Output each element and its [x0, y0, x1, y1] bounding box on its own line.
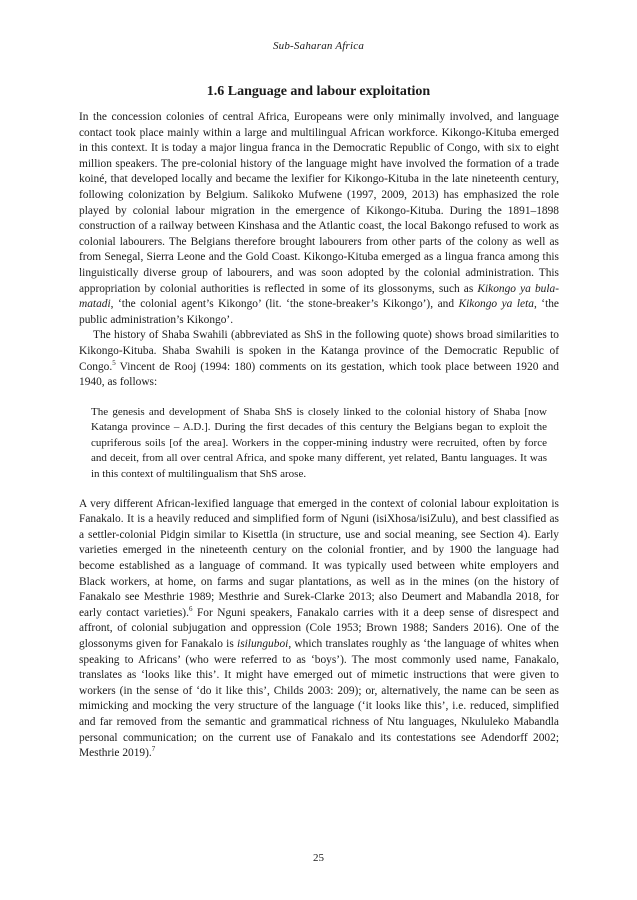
glossonym-italic: isilunguboi — [237, 638, 289, 650]
paragraph-shaba-swahili: The history of Shaba Swahili (abbreviated as ShS in the following quote) shows broad similarities to Kikongo-Kituba. Shaba Swahili is spoken in the Katanga province of the Democratic Republic of Congo.$^5$ Vincent de Rooj (1994: 180) comments on its gestation, which took place between 1920 and 1940, as follows: — [79, 329, 559, 389]
footnote-marker[interactable]: 6 — [188, 605, 193, 614]
running-head: Sub-Saharan Africa — [272, 40, 365, 52]
body-text — [79, 110, 559, 762]
paragraph-fanakalo: A very different African-lexified language that emerged in the context of colonial labour exploitation is Fanakalo. It is a heavily reduced and simplified form of Nguni (isiXhosa/isiZulu), and best classified as a settler-colonial Pidgin similar to Kisettla (in structure, use and social meaning, see Section 4). Early varieties emerged in the nineteenth century on the colonial frontier, and by 1900 the language had become established as a language of command. It was typically used between white employers and Black workers, at home, on farms and sugar plantations, as well as in the mines (on the history of Fanakalo see Mesthrie 1989; Mesthrie and Surek-Clarke 2013; also Deumert and Mabandla 2018, for early contact varieties).$^6$ For Nguni speakers, Fanakalo carries with it a deep sense of disrespect and affront, of colonial subjugation and oppression (Cole 1953; Brown 1988; Sanders 2016). One of the glossonyms given for Fanakalo is isilunguboi, which translates roughly as ‘the language of whites when speaking to Africans’ (who were referred to as ‘boys’). The most commonly used name, Fanakalo, translates as ‘looks like this’. It might have emerged out of mimetic instructions that were given to workers (in the sense of ‘do it like this’, Childs 2003: 209); or, alternatively, the name can be seen as mimicking and mocking the very structure of the language (‘it looks like this’, i.e. reduced, simplified and far removed from the semantic and grammatical richness of Ntu languages, Nkululeko Mabandla personal communication; on the current use of Fanakalo and its contestations see Adendorff 2002; Mesthrie 2019).$^7$ — [79, 497, 560, 760]
glossonym-italic: Kikongo ya leta — [458, 298, 534, 311]
paragraph-kikongo-kituba: In the concession colonies of central Africa, Europeans were only minimally involved, and language contact took place mainly within a large and multilingual African workforce. Kikongo-Kituba emerged in this context. It is today a major lingua franca in the Democratic Republic of Congo, with six to eight million speakers. The pre-colonial history of the language might have involved the formation of a trade koiné, that developed locally and became the lexifier for Kikongo-Kituba in the late nineteenth century, following colonization by Belgium. Salikoko Mufwene (1997, 2009, 2013) has emphasized the role played by colonial labour migration in the emergence of Kikongo-Kituba. During the 1891–1898 construction of a railway between Kinshasa and the Atlantic coast, the local Bakongo refused to work as colonial labourers. The Belgians therefore brought labourers from other parts of the colony as well as from Senegal, Sierra Leone and the Gold Coast. Kikongo-Kituba emerged as a lingua franca among this linguistically diverse group of labourers, and was soon adopted by the colonial administration. This appropriation by colonial authorities is reflected in some of its glossonyms, such as Kikongo ya bula-matadi, ‘the colonial agent’s Kikongo’ (lit. ‘the stone-breaker’s Kikongo’), and Kikongo ya leta, ‘the public administration’s Kikongo’. — [79, 111, 559, 326]
block-quote: The genesis and development of Shaba ShS is closely linked to the colonial history of Shaba [now Katanga province – A.D.]. During the first decades of this century the Belgians began to exploit the cupriferous soils [of the area]. Workers in the copper-mining industry were recruited, often by force and deceit, from all over central Africa, and spoke many different, yet related, Bantu languages. It was in this context of multilingualism that ShS arose. — [91, 405, 547, 481]
footnote-marker[interactable]: 5 — [112, 358, 116, 367]
glossonym-italic: Kikongo ya bula-matadi — [79, 282, 559, 311]
section-heading: 1.6 Language and labour exploitation — [206, 84, 431, 99]
footnote-marker[interactable]: 7 — [151, 745, 156, 754]
page-number: 25 — [313, 852, 324, 864]
